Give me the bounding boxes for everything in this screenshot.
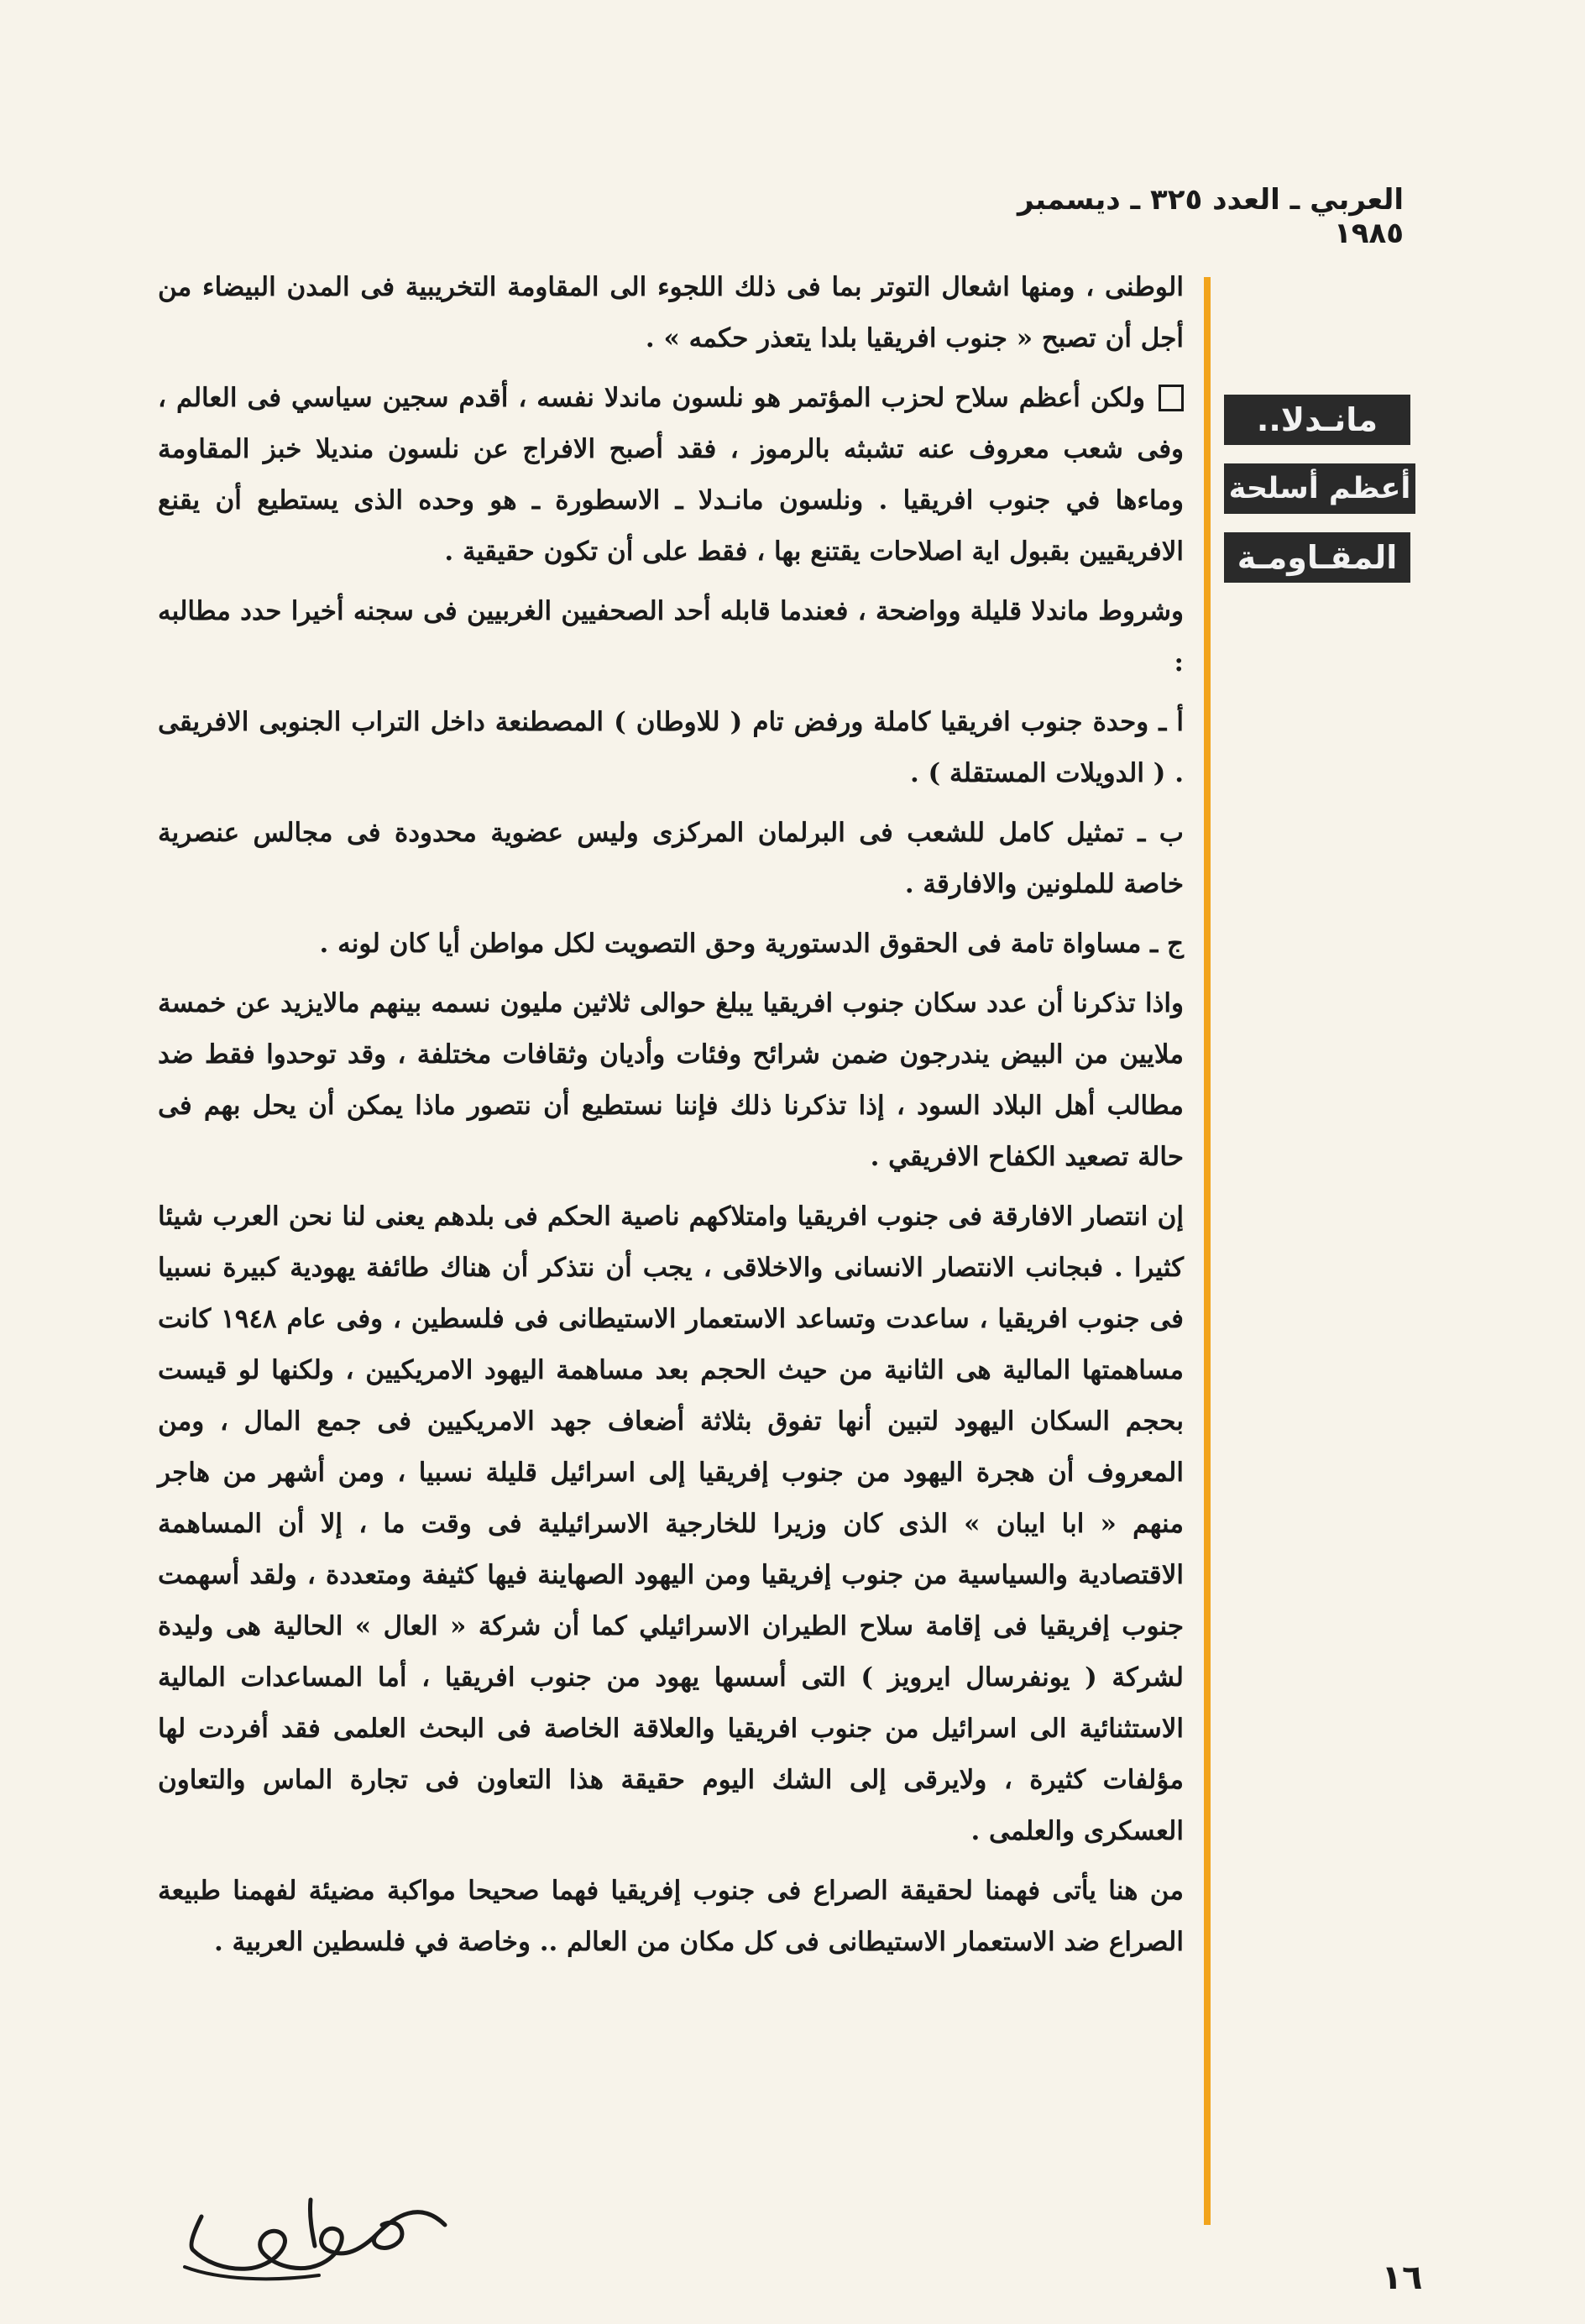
paragraph-8: إن انتصار الافارقة فى جنوب افريقيا وامتلاكهم ناصية الحكم فى بلدهم يعنى لنا نحن العرب شيئا كثيرا . فبجانب الانتصار الانسانى والاخلاقى ، يجب أن نتذكر أن هناك طائفة يهودية كبيرة نسبيا فى جنوب افريقيا ، ساعدت وتساعد الاستعمار الاستيطانى فى فلسطين ، وفى عام ١٩٤٨ كانت مساهمتها المالية هى الثانية من حيث الحجم بعد مساهمة اليهود الامريكيين ، ولكنها لو قيست بحجم السكان اليهود لتبين أنها تفوق بثلاثة أضعاف جهد الامريكيين فى جمع المال ، ومن المعروف أن هجرة اليهود من جنوب إفريقيا إلى اسرائيل قليلة نسبيا ، ومن أشهر من هاجر منهم « ابا ايبان » الذى كان وزيرا للخارجية الاسرائيلية فى وقت ما ، إلا أن المساهمة الاقتصادية والسياسية من جنوب إفريقيا ومن اليهود الصهاينة فيها كثيفة ومتعددة ، ولقد أسهمت جنوب إفريقيا فى إقامة سلاح الطيران الاسرائيلي كما أن شركة « العال » الحالية هى وليدة لشركة ( يونفرسال ايرويز ) التى أسسها يهود من جنوب افريقيا ، أما المساعدات المالية الاستثنائية الى اسرائيل من جنوب افريقيا والعلاقة الخاصة فى البحث العلمى فقد أفردت لها مؤلفات كثيرة ، ولايرقى إلى الشك اليوم حقيقة هذا التعاون فى تجارة الماس والتعاون العسكرى والعلمى .	[158, 1201, 1184, 1846]
paragraph-3: وشروط ماندلا قليلة وواضحة ، فعندما قابله أحد الصحفيين الغربيين فى سجنه أخيرا حدد مطالبه :	[158, 596, 1184, 678]
kicker-line-1: مانـدلا..	[1224, 395, 1410, 445]
paragraph-4: أ ـ وحدة جنوب افريقيا كاملة ورفض تام ( للاوطان ) المصطنعة داخل التراب الجنوبى الافريقى . ( الدويلات المستقلة ) .	[158, 707, 1184, 788]
article-body	[158, 262, 1184, 1976]
paragraph-1: الوطنى ، ومنها اشعال التوتر بما فى ذلك اللجوء الى المقاومة التخريبية فى المدن البيضاء من أجل أن تصبح « جنوب افريقيا بلدا يتعذر حكمه » .	[158, 272, 1184, 353]
issue-header: العربي ـ العدد ٣٢٥ ـ ديسمبر ١٩٨٥	[1017, 183, 1404, 250]
section-box-marker	[1159, 385, 1184, 411]
paragraph-9: من هنا يأتى فهمنا لحقيقة الصراع فى جنوب إفريقيا فهما صحيحا مواكبة مضيئة لفهمنا طبيعة الصراع ضد الاستعمار الاستيطانى فى كل مكان من العالم .. وخاصة في فلسطين العربية .	[158, 1876, 1184, 1957]
paragraph-7: واذا تذكرنا أن عدد سكان جنوب افريقيا يبلغ حوالى ثلاثين مليون نسمه بينهم مالايزيد عن خمسة ملايين من البيض يندرجون ضمن شرائح وفئات وأديان وثقافات مختلفة ، وقد توحدوا فقط ضد مطالب أهل البلاد السود ، إذا تذكرنا ذلك فإننا نستطيع أن نتصور ماذا يمكن أن يحل بهم فى حالة تصعيد الكفاح الافريقي .	[158, 988, 1184, 1172]
kicker-line-3: المقـاومـة	[1224, 532, 1410, 583]
orange-column-rule	[1204, 277, 1211, 2225]
pull-quote-kicker	[1224, 395, 1417, 601]
paragraph-2-text: ولكن أعظم سلاح لحزب المؤتمر هو نلسون ماندلا نفسه ، أقدم سجين سياسي فى العالم ، وفى شعب معروف عنه تشبثه بالرموز ، فقد أصبح الافراج عن نلسون منديلا خبز المقاومة وماءها في جنوب افريقيا . ونلسون مانـدلا ـ الاسطورة ـ هو وحده الذى يستطيع أن يقنع الافريقيين بقبول اية اصلاحات يقتنع بها ، فقط على أن تكون حقيقية .	[158, 383, 1184, 567]
paragraph-6: ج ـ مساواة تامة فى الحقوق الدستورية وحق التصويت لكل مواطن أيا كان لونه .	[319, 929, 1184, 959]
author-signature	[168, 2166, 453, 2300]
paragraph-2	[158, 373, 1184, 578]
kicker-line-2: أعظم أسلحة	[1224, 463, 1415, 514]
paragraph-5: ب ـ تمثيل كامل للشعب فى البرلمان المركزى وليس عضوية محدودة فى مجالس عنصرية خاصة للملونين والافارقة .	[158, 818, 1184, 899]
page-number: ١٦	[1381, 2259, 1423, 2297]
